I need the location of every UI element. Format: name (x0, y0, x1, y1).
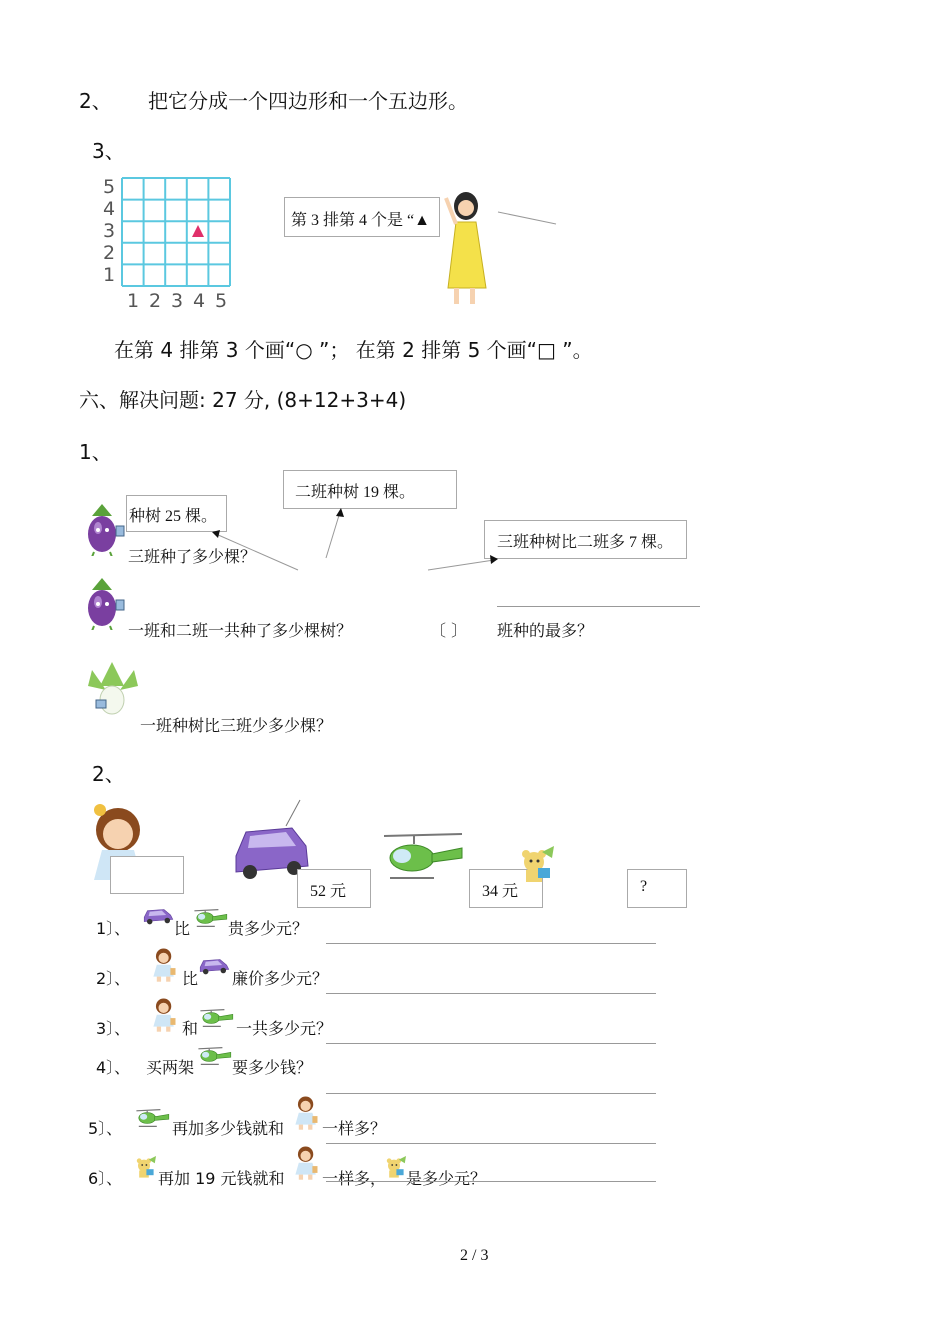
subquestion-text: 比 (174, 919, 191, 938)
car-icon (198, 954, 230, 980)
subquestion-number: 4〕、 (96, 1058, 131, 1077)
question-text: 一班种树比三班少多少棵？ (140, 716, 333, 735)
helicopter-price: 34 元 (482, 883, 519, 900)
grid-column-label: 2 (149, 290, 162, 312)
answer-line (326, 1093, 656, 1094)
answer-line (326, 943, 656, 944)
question-number: 1、 (79, 440, 112, 464)
class3-info-box (484, 520, 687, 559)
girl-doll-icon (292, 1094, 320, 1132)
answer-line (497, 606, 700, 607)
car-price-box (297, 869, 371, 908)
section-title: 六、解决问题: 27 分, (8+12+3+4) (79, 388, 407, 412)
subquestion-number: 2〕、 (96, 969, 131, 988)
subquestion-text: 一样多？ (322, 1119, 387, 1138)
class2-info: 二班种树 19 棵。 (295, 484, 416, 501)
triangle-marker (192, 225, 204, 237)
subquestion-text: 一共多少元？ (236, 1019, 333, 1038)
teacher-figure (440, 188, 500, 312)
grid-row-label: 2 (103, 242, 116, 264)
subquestion-text: 廉价多少元？ (232, 969, 329, 988)
grid-row-label: 5 (103, 176, 116, 198)
subquestion-number: 5〕、 (88, 1119, 123, 1138)
grid-row-label: 1 (103, 264, 116, 286)
car-price: 52 元 (310, 883, 347, 900)
helicopter-icon (192, 906, 228, 930)
helicopter-icon (378, 830, 464, 886)
subquestion-text: 一样多， (322, 1169, 387, 1188)
speech-bubble (284, 197, 440, 237)
helicopter-icon (198, 1006, 234, 1030)
pointer-arrows (200, 500, 510, 580)
grid-column-label: 3 (171, 290, 184, 312)
subquestion-text: 和 (182, 1019, 199, 1038)
subquestion-text: 再加多少钱就和 (172, 1119, 285, 1138)
question-number: 3、 (92, 139, 125, 163)
subquestion-number: 1〕、 (96, 919, 131, 938)
answer-bracket[interactable]: 〔 〕 (430, 621, 468, 640)
subquestion-text: 再加 19 元钱就和 (158, 1169, 285, 1188)
pointer-line (496, 210, 560, 230)
subquestion-number: 6〕、 (88, 1169, 123, 1188)
answer-line (326, 1181, 656, 1182)
helicopter-icon (134, 1106, 170, 1130)
instruction-text: 在第 4 排第 3 个画“○ ”； 在第 2 排第 5 个画“□ ”。 (114, 338, 593, 362)
answer-line (326, 1143, 656, 1144)
girl-doll-icon (150, 946, 178, 984)
question-text: 班种的最多？ (497, 621, 594, 640)
bear-price-box (627, 869, 687, 908)
bear-toy-icon (514, 846, 560, 890)
girl-doll-icon (150, 996, 178, 1034)
grid-column-label: 5 (215, 290, 228, 312)
class1-info: 种树 25 棵。 (129, 508, 218, 525)
eggplant-icon (80, 496, 130, 556)
car-icon (142, 904, 174, 930)
question-text: 一班和二班一共种了多少棵树？ (128, 621, 353, 640)
eggplant-icon (80, 570, 130, 630)
page-number: 2 / 3 (460, 1247, 489, 1264)
question-number: 2、 (92, 762, 125, 786)
question-text: 把它分成一个四边形和一个五边形。 (148, 89, 468, 113)
question-text: 三班种了多少棵？ (128, 547, 257, 566)
subquestion-text: 贵多少元？ (228, 919, 309, 938)
subquestion-text: 是多少元？ (406, 1169, 487, 1188)
helicopter-icon (196, 1044, 232, 1068)
bear-toy-icon (132, 1156, 158, 1180)
girl-doll-icon (292, 1144, 320, 1182)
answer-line (326, 1043, 656, 1044)
grid-row-label: 4 (103, 198, 116, 220)
bear-toy-icon (382, 1156, 408, 1180)
answer-line (326, 993, 656, 994)
subquestion-text: 比 (182, 969, 199, 988)
doll-price-box (110, 856, 184, 894)
subquestion-text: 要多少钱？ (232, 1058, 313, 1077)
speech-bubble-text: 第 3 排第 4 个是 “▲ (291, 212, 430, 229)
subquestion-text: 买两架 (146, 1058, 195, 1077)
grid-row-label: 3 (103, 220, 116, 242)
grid-column-label: 4 (193, 290, 206, 312)
subquestion-number: 3〕、 (96, 1019, 131, 1038)
radish-icon (82, 656, 142, 726)
class3-info: 三班种树比二班多 7 棵。 (497, 534, 674, 551)
grid-column-label: 1 (127, 290, 140, 312)
question-number: 2、 (79, 89, 112, 113)
bear-price: ? (640, 878, 648, 895)
